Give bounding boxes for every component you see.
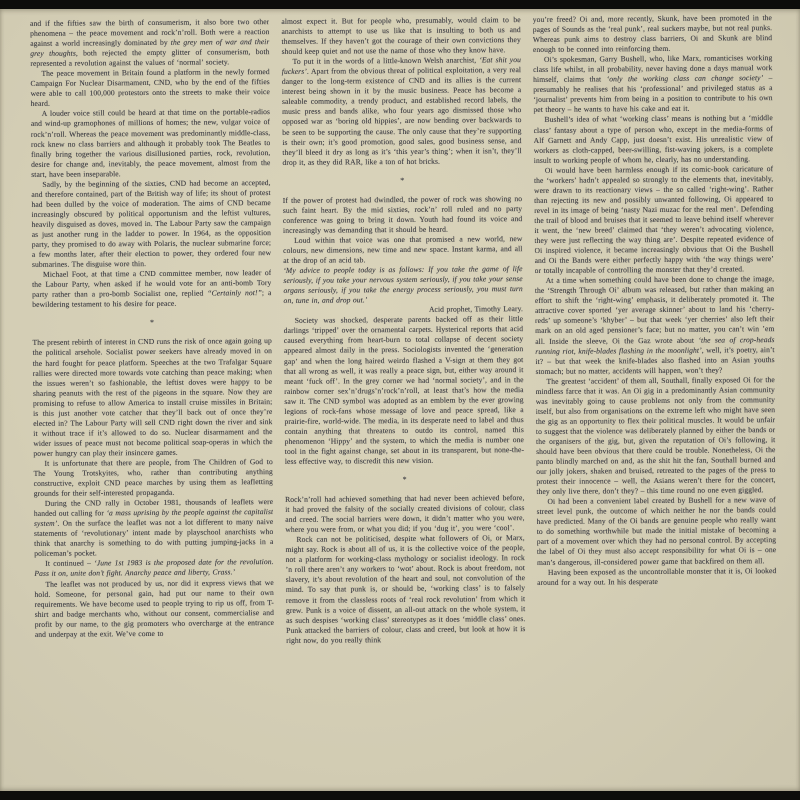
- paragraph: [534, 164, 774, 276]
- paragraph: [32, 268, 272, 310]
- paragraph: [281, 15, 521, 57]
- paragraph: [533, 13, 773, 55]
- body-text: Oi’s spokesman, Garry Bushell, who, like Marx, romanticises working class life whilst, in all probability, never having done a days manual work himself, claims that: [533, 53, 773, 85]
- body-text: ; a bewildering testament to his desire for peace.: [32, 288, 272, 310]
- body-text: Loud within that voice was one that promised a new world, new colours, new dimensions, new time and new space. Instant karma, and all at the drop of an acid tab.: [283, 234, 523, 265]
- paragraph: [537, 566, 776, 588]
- italic-quote-text: ‘only the working class can change society’: [606, 73, 764, 84]
- liner-notes-text: [30, 13, 778, 787]
- italic-quote-text: ‘a mass uprising by the people against the capitalist system’: [33, 507, 274, 529]
- body-text: , both rejected the empty glitter of consumerism, both represented a revolution against the values of ‘normal’ society.: [30, 47, 270, 69]
- italic-quote-text: ‘June 1st 1983 is the proposed date for the revolution. Pass it on, unite don’t fight. Anarchy peace and liberty, Crass.’: [34, 557, 274, 579]
- body-text: A louder voice still could be heard at that time on the portable-radios and wind-up gramophones of millions of homes; the new, vulgar voice of rock’n’roll. Whereas the peace movement was predominantly middle-class, rock knew no class barriers and although it probably took The Beatles to finally bring together the various disillusioned parties, rock, revolution, desire for change and, inevitably, the peace movement, almost from the start, have been inseparable.: [30, 107, 271, 179]
- body-text: The peace movement in Britain found a platform in the newly formed Campaign For Nuclear Disarmament, CND, who by the end of the fifties were able to call 100,000 protestors onto the streets to make their voice heard.: [30, 67, 270, 109]
- italic-quote-text: “Certainly not!”: [207, 288, 262, 298]
- paragraph: [284, 314, 525, 467]
- paragraph: [31, 107, 271, 179]
- italic-quote-text: ‘Eat shit you fuckers’: [281, 55, 522, 77]
- body-text: The greatest ‘accident’ of them all, Southall, finally exposed Oi for the mindless farce that it was. An Oi gig in a predominantly Asian community was inevitably going to cause problems not only from the community itself, but also from organisations on the extreme left who might have seen the gig as an opportunity to flex their political muscles. It would be unfair to suggest that the violence was deliberately planned by either the bands or the organisers of the gig, but, given the reputation of Oi’s following, it should have been obvious that there could be trouble. Nonetheless, Oi the panto blindly marched on and, as the shit hit the fan, Southall burned and our jolly jokers, shaken and bruised, retreated to the pages of the press to protest their innocence – well, the Asians weren’t there for the concert, they only live there, don’t they? – this time round no one even giggled.: [535, 374, 776, 497]
- paragraph: [282, 55, 522, 167]
- body-text: During the CND rally in October 1981, thousands of leaflets were handed out calling for: [33, 497, 274, 519]
- section-break: *: [149, 318, 155, 328]
- paragraph: [283, 194, 523, 236]
- body-text: almost expect it. But for people who, presumably, would claim to be anarchists to attempt to use us like that is insulting to both us and themselves. If they haven’t got the courage of their own convictions they should keep quiet and not use the name of those who they know have.: [281, 15, 521, 57]
- paragraph: [533, 53, 773, 115]
- paragraph: [34, 497, 274, 559]
- body-text: Having been exposed as the uncontrollable monster that it is, Oi looked around for a way out. In his desperate: [537, 565, 777, 587]
- body-text: The present rebirth of interest in CND runs the risk of once again going up the political arsehole. Socialist power seekers have already moved in on the hard fought for peace platform. Speeches at the two Trafalgar Square rallies were directed more towards vote catching than peace making; when the issues weren’t so fashionable, the leftist doves were happy to be sharing peanuts with the rest of the pigeons in the square. Now they are promising to refuse to allow America to install cruise missiles in Britain; is this just another vote catcher that they’ll back out of once they’re elected in? The Labour Party will sell CND right down the river and sink it without trace if it’s allowed to do so. Nuclear disarmament and the wider issues of peace must not become political soap-operas in which the power hungry can play their insincere games.: [32, 336, 273, 458]
- text-column-middle: [281, 15, 526, 785]
- paragraph: [533, 114, 773, 166]
- paragraph: [34, 557, 273, 579]
- body-text: . Apart from the obvious threat of political exploitation, a very real danger to the long-term existence of CND and its allies is the current interest being shown in it by the music business. Peace has become a saleable commodity, a trendy product, and established record labels, the music press and bands alike, who four years ago dismissed those who opposed war as ‘boring old hippies’, are now bending over backwards to be seen to be supporting the cause. The only cause that they’re supporting is their own; it’s good promotion, good sales, good business sense, and they’ll bleed it dry as long as it’s ‘this year’s thing’; when it isn’t, they’ll drop it, as they did RAR, like a ton of hot bricks.: [281, 65, 522, 167]
- section-break: *: [402, 474, 407, 485]
- paragraph: [33, 457, 273, 499]
- body-text: Michael Foot, at that time a CND committee member, now leader of the Labour Party, when asked if he would vote for an anti-bomb Tory party rather than a pro-bomb Socialist one, replied: [32, 268, 272, 300]
- body-text: Bushell’s idea of what ‘working class’ means is nothing but a ‘middle class’ fantasy about a type of person who, except in the media-forms of Alf Garnett and Andy Capp, just doesn’t exist. His unrealistic view of workers as cloth-capped, beer-swilling, fist-waving jokers, is a complete insult to working people of whom he, clearly, has no understanding.: [533, 113, 774, 165]
- body-text: Oi had been a convenient label created by Bushell for a new wave of street level punk, the outcome of which neither he nor the bands could have predicted. Many of the Oi bands are genuine people who really want to do something worthwhile but made the initial mistake of becoming a part of a movement over which they had no personal control. By accepting the label of Oi they must also accept responsibility for what Oi is – one man’s dangerous, ill-considered power game that backfired on them all.: [536, 495, 777, 567]
- body-text: . On the surface the leaflet was not a lot different to many naive statements of ‘revolutionary’ intent made by playschool anarchists who think that anarchy is something to do with putting jumping-jacks in a policeman’s pocket.: [34, 517, 274, 559]
- paragraph: [30, 67, 270, 109]
- body-text: you’re freed? Oi and, more recently, Skunk, have been promoted in the pages of Sounds as the ‘real punk’, real suckers maybe, but not real punks. Whereas punk aims to destroy class barriers, Oi and Skunk are blind enough to be conned into reinforcing them.: [532, 13, 773, 55]
- paragraph: [535, 375, 775, 497]
- italic-quote-text: ‘the sea of crop-heads running riot, knife-blades flashing in the moonlight’: [535, 334, 775, 356]
- italic-quote-text: the grey men of war and their grey thoughts: [30, 37, 270, 59]
- body-text: To put it in the words of a little-known Welsh anarchist,: [292, 55, 480, 67]
- paragraph: [31, 178, 271, 270]
- body-text: Rock can not be politicised, despite what followers of Oi, or Marx, might say. Rock is about all of us, it is the collective voice of the people, not a platform for working-class mythology or socialist ideology. In rock ’n roll there aren’t any workers to ‘wot’ about. Rock is about freedom, not slavery, it’s about revolution of the heart and soul, not convolution of the mind. To say that punk is, or should be, ‘working class’ is to falsely remove it from the classless roots of ‘real rock revolution’ from which it grew. Punk is a voice of dissent, an all-out attack on the whole system, it as such despises ‘working class’ stereotypes as it does ‘middle class’ ones. Punk attacked the barriers of colour, class and creed, but look at how it is right now, do you really think: [285, 533, 526, 645]
- section-break: *: [400, 175, 405, 185]
- body-text: The leaflet was not produced by us, nor did it express views that we hold. Someone, for personal gain, had put our name to their own requirements. We have become used to people trying to rip us off, from T-shirt and badge merchants who, without our consent, commercialise and profit by our name, to the gig promoters who overcharge at the entrance and underpay at the exit. We’ve come to: [34, 577, 275, 639]
- italic-quote-text: ‘My advice to people today is as follows: If you take the game of life seriously, if you take your nervous system seriously, if you take your sense organs seriously, if you take the energy process seriously, you must turn on, tune in, and drop out.’: [283, 264, 523, 306]
- body-text: and if the fifties saw the birth of consumerism, it also bore two other phenomena – the peace movement and rock’n’roll. Both were a reaction against a world increasingly dominated by: [29, 17, 270, 49]
- paragraph: [30, 17, 270, 69]
- paragraph: [283, 234, 523, 266]
- body-text: Sadly, by the beginning of the sixties, CND had become an accepted, and therefore contained, part of the British way of life; its shout of protest had been dulled by the voice of moderation. The aims of CND became increasingly obscured by political opportunism and the leftist vultures, heavily disguised as doves, moved in. The Labour Party saw the campaign as just another rung in the ladder to power. In 1964, as the opposition party, they promised to do away with Polaris, the nuclear submarine force; a few months later, after their election to power, they ordered four new submarines. The disguise wore thin.: [31, 177, 272, 270]
- body-text: Acid prophet, Timothy Leary.: [428, 304, 523, 315]
- text-column-right: [533, 13, 778, 783]
- body-text: Society was shocked, desperate parents backed off as their little darlings ‘tripped’ over the ornamental carpets. Hysterical reports that acid caused everything from heart-burn to total collapse of decent society appeared almost daily in the press. Sociologists invented the ‘generation gap’ and when the long haired weirdo flashed a V-sign at them they got that all wrong as well, it was really a peace sign, but, either way around it meant ‘fuck off’. In the grey corner we had ‘normal society’, and in the rainbow corner sex’n’drugs’n’rock’n’roll, at least that’s how the media saw it. The CND symbol was adopted as an emblem by the ever growing legions of rock-fans whose message of love and peace spread, like a prairie-fire, world-wide. The media, in its desperate need to label and thus contain anything that threatens to outdo its control, named this phenomenon ‘Hippy’ and the system, to which the media is number one tool in the fight against change, set about in its transparent, but none-the-less effective way, to discredit this new vision.: [283, 314, 525, 466]
- body-text: Oi would have been harmless enough if its comic-book caricature of the ‘workers’ hadn’t appealed so strongly to the elements that, inevitably, were drawn to its reactionary views – the so called ‘right-wing’. Rather than rejecting its new and possibly unwanted following, Oi appeared to revel in its image of being ‘nasty Nazi muzac for the real men’. Defending the trail of blood and bruises that it seemed to leave behind itself wherever it went, the ‘new breed’ claimed that ‘they weren’t advocating violence, they were just reflecting the way thing are’. Despite repeated evidence of Oi inspired violence, it became increasingly obvious that Oi the Bushell and Oi the Bands were either perfectly happy with ‘the way things were’ or totally incapable of controlling the monster that they’d created.: [533, 163, 774, 276]
- paragraph: [285, 533, 525, 645]
- body-text: At a time when something could have been done to change the image, the ‘Strength Through Oi’ album was released, but rather than making an effort to shift the ‘right-wing’ emphasis, it deliberately promoted it. The attractive cover sported ‘yer average skinner’ about to land his ‘cherry-reds’ up someone’s ‘khyber’ – but that week ‘yer cherries’ also left their mark on an old aged pensioner’s face; but no matter, you can’t win ’em all. Inside the sleeve, Oi the Gaz wrote about: [534, 274, 775, 346]
- body-text: It is unfortunate that there are people, from The Children of God to The Young Trotskyites, who, rather than contributing anything constructive, exploit CND peace marches by using them as leafletting grounds for their self-interested propaganda.: [33, 457, 274, 499]
- paragraph: [33, 336, 273, 458]
- paragraph: [535, 274, 775, 376]
- body-text: If the power of protest had dwindled, the power of rock was showing no such faint heart. By the mid sixties, rock’n’ roll ruled and no party conference was going to bring it down. Youth had found its voice and increasingly was demanding that it should be heard.: [282, 193, 523, 235]
- text-column-left: [30, 17, 275, 787]
- body-text: – presumably he realises that his ‘professional’ and privileged status as a ‘journalist’ prevents him from being in a position to contribute to his own pet theory – he wants to have his cake and eat it.: [533, 73, 773, 115]
- body-text: Rock’n’roll had achieved something that had never been achieved before, it had proved the falsity of the socially created divisions of colour, class and creed. The social barriers were down, it didn’t matter who you were, where you were from, or what you did; if you ‘dug it’, you were ‘cool’.: [285, 493, 525, 535]
- body-text: It continued –: [45, 558, 95, 569]
- paragraph: [34, 578, 274, 640]
- body-text: , well, it’s poetry, ain’t it? – but that week the knife-blades also flashed into an Asian youths stomach; but no matter, accidents will happen, won’t they?: [535, 344, 775, 376]
- paragraph: [283, 264, 523, 306]
- paragraph: [536, 495, 776, 567]
- paragraph: [285, 493, 525, 535]
